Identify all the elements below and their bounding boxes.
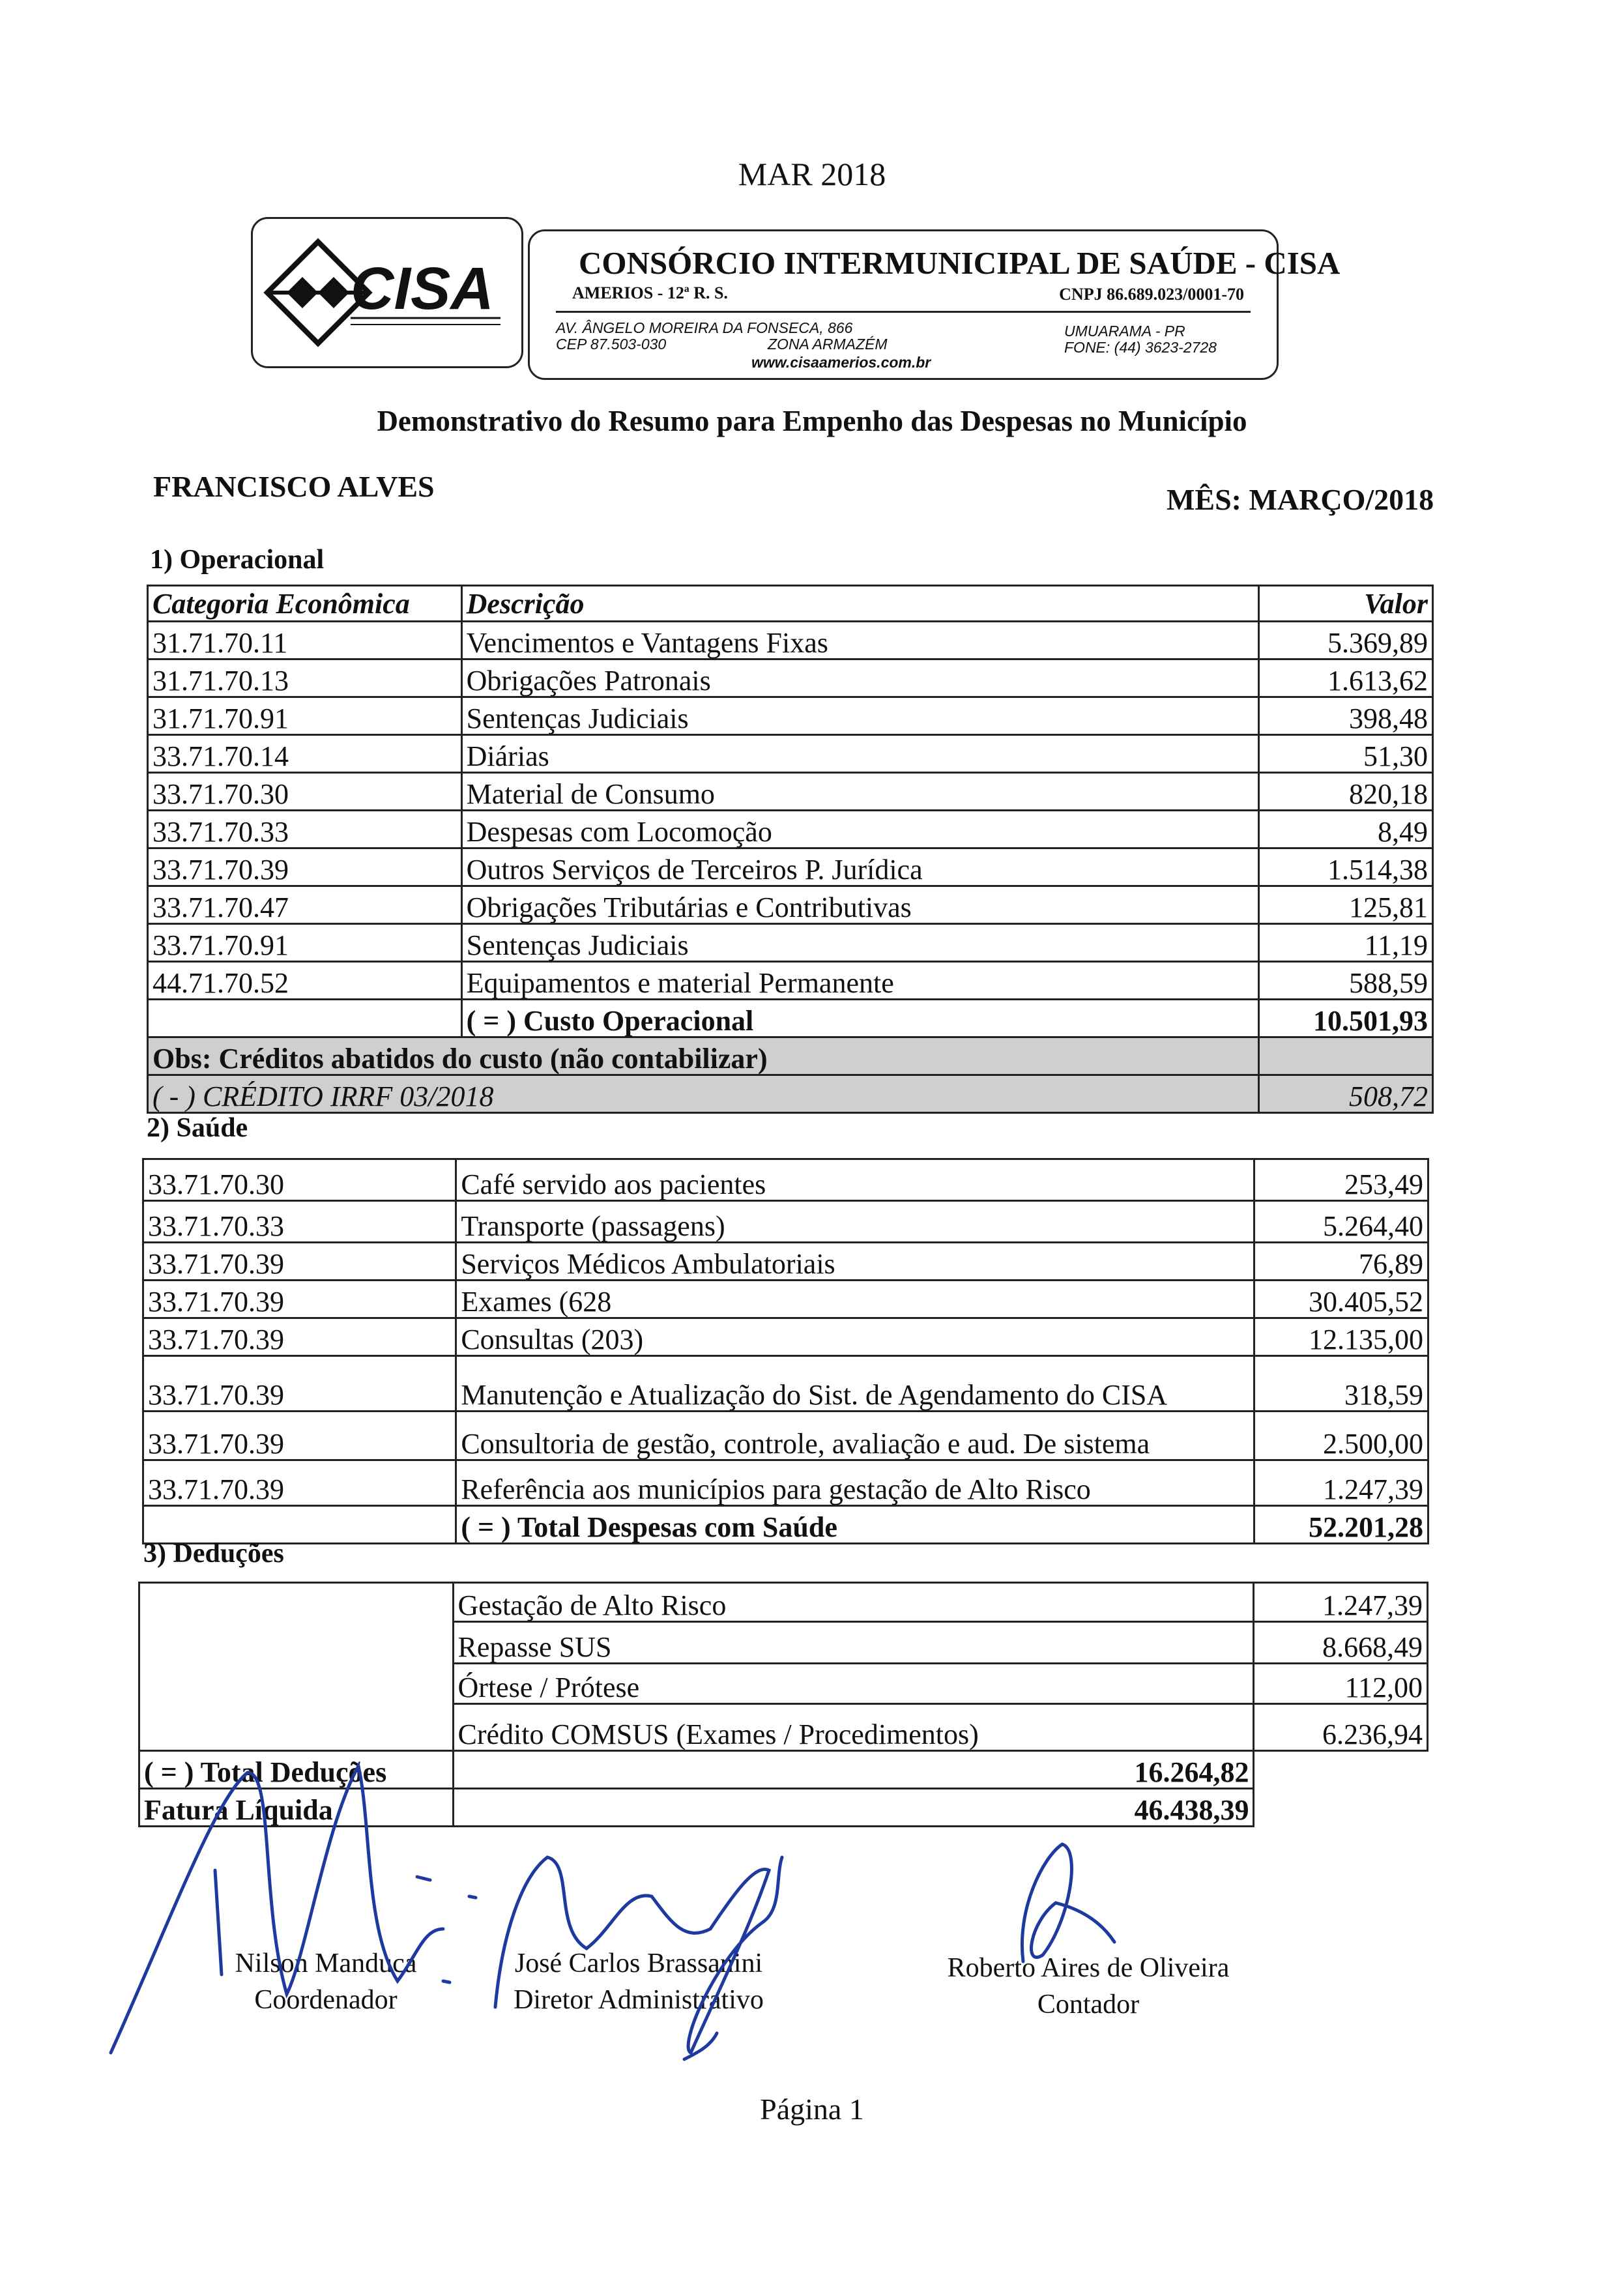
cisa-logo-text: CISA <box>351 255 494 322</box>
expense-description: Equipamentos e material Permanente <box>461 962 1259 1000</box>
deductions-total-row <box>139 1751 1428 1789</box>
health-table <box>142 1158 1429 1544</box>
table-row <box>148 773 1433 811</box>
table-row <box>143 1201 1428 1243</box>
category-code: 33.71.70.47 <box>148 886 462 924</box>
signer-role: Diretor Administrativo <box>514 1985 764 2015</box>
health-total-label: ( = ) Total Despesas com Saúde <box>456 1506 1254 1544</box>
table-row <box>148 848 1433 886</box>
category-code: 33.71.70.39 <box>143 1281 456 1318</box>
month-label: MÊS: MARÇO/2018 <box>1167 483 1434 516</box>
website-url: www.cisaamerios.com.br <box>751 354 931 371</box>
column-header-value: Valor <box>1259 586 1433 622</box>
document-title: Demonstrativo do Resumo para Empenho das Despesas no Município <box>377 405 1247 437</box>
page-number: Página 1 <box>760 2093 864 2126</box>
expense-value: 820,18 <box>1259 773 1433 811</box>
address-line: AV. ÂNGELO MOREIRA DA FONSECA, 866 <box>556 319 853 336</box>
category-code: 33.71.70.39 <box>143 1412 456 1460</box>
cisa-logo-mark <box>253 219 521 366</box>
table-row <box>148 622 1433 659</box>
signer-name: José Carlos Brassanini <box>514 1948 763 1978</box>
table-row <box>148 697 1433 735</box>
column-header-description: Descrição <box>461 586 1259 622</box>
expense-description: Consultoria de gestão, controle, avaliação e aud. De sistema <box>456 1412 1254 1460</box>
category-code: 33.71.70.39 <box>143 1243 456 1281</box>
section-saude-title: 2) Saúde <box>147 1113 248 1143</box>
table-row <box>143 1281 1428 1318</box>
credit-row <box>148 1075 1433 1113</box>
zone-name: ZONA ARMAZÉM <box>768 336 888 353</box>
expense-value: 125,81 <box>1259 886 1433 924</box>
expense-value: 11,19 <box>1259 924 1433 962</box>
table-row <box>143 1356 1428 1412</box>
municipality-name: FRANCISCO ALVES <box>153 470 435 503</box>
expense-value: 12.135,00 <box>1254 1318 1428 1356</box>
category-code: 33.71.70.39 <box>148 848 462 886</box>
expense-value: 112,00 <box>1254 1664 1428 1704</box>
table-row <box>143 1243 1428 1281</box>
category-code: 31.71.70.91 <box>148 697 462 735</box>
section-operacional-title: 1) Operacional <box>150 545 325 575</box>
expense-description: Café servido aos pacientes <box>456 1159 1254 1201</box>
expense-description: Outros Serviços de Terceiros P. Jurídica <box>461 848 1259 886</box>
net-invoice-label: Fatura Líquida <box>139 1789 454 1827</box>
deductions-total-label: ( = ) Total Deduções <box>139 1751 454 1789</box>
deductions-total-value: 16.264,82 <box>453 1751 1254 1789</box>
expense-value: 1.613,62 <box>1259 659 1433 697</box>
column-header-category: Categoria Econômica <box>148 586 462 622</box>
table-row <box>143 1412 1428 1460</box>
signer-role: Coordenador <box>254 1985 398 2015</box>
section-deducoes-title: 3) Deduções <box>143 1539 284 1569</box>
city-state: UMUARAMA - PR <box>1064 323 1185 340</box>
postal-code: CEP 87.503-030 <box>556 336 667 353</box>
total-label: ( = ) Custo Operacional <box>461 1000 1259 1037</box>
category-code: 33.71.70.39 <box>143 1460 456 1506</box>
category-code: 33.71.70.39 <box>143 1356 456 1412</box>
expense-value: 51,30 <box>1259 735 1433 773</box>
table-row <box>148 962 1433 1000</box>
expense-description: Sentenças Judiciais <box>461 697 1259 735</box>
expense-description: Material de Consumo <box>461 773 1259 811</box>
header-divider <box>556 311 1251 313</box>
category-code: 33.71.70.14 <box>148 735 462 773</box>
table-row <box>148 886 1433 924</box>
phone-number: FONE: (44) 3623-2728 <box>1064 339 1217 356</box>
expense-description: Sentenças Judiciais <box>461 924 1259 962</box>
expense-description: Serviços Médicos Ambulatoriais <box>456 1243 1254 1281</box>
expense-description: Referência aos municípios para gestação de Alto Risco <box>456 1460 1254 1506</box>
deductions-blank-column <box>139 1583 454 1751</box>
health-total-row <box>143 1506 1428 1544</box>
organization-header <box>528 229 1341 380</box>
credit-label: ( - ) CRÉDITO IRRF 03/2018 <box>148 1075 1259 1113</box>
category-code: 31.71.70.13 <box>148 659 462 697</box>
expense-description: Obrigações Tributárias e Contributivas <box>461 886 1259 924</box>
expense-value: 30.405,52 <box>1254 1281 1428 1318</box>
credit-value: 508,72 <box>1259 1075 1433 1113</box>
table-row <box>148 735 1433 773</box>
net-invoice-row <box>139 1789 1428 1827</box>
operational-total-row <box>148 1000 1433 1037</box>
obs-row <box>148 1037 1433 1075</box>
expense-description: Consultas (203) <box>456 1318 1254 1356</box>
organization-region: AMERIOS - 12ª R. S. <box>572 283 728 302</box>
table-header-row <box>148 586 1433 622</box>
expense-value: 588,59 <box>1259 962 1433 1000</box>
organization-name: CONSÓRCIO INTERMUNICIPAL DE SAÚDE - CISA <box>579 245 1341 281</box>
category-code: 44.71.70.52 <box>148 962 462 1000</box>
category-code: 33.71.70.30 <box>148 773 462 811</box>
operational-table <box>147 585 1434 1114</box>
table-row <box>148 924 1433 962</box>
expense-value: 1.247,39 <box>1254 1460 1428 1506</box>
expense-value: 5.264,40 <box>1254 1201 1428 1243</box>
expense-description: Exames (628 <box>456 1281 1254 1318</box>
table-row <box>148 659 1433 697</box>
category-code: 33.71.70.33 <box>143 1201 456 1243</box>
signer-name: Roberto Aires de Oliveira <box>947 1953 1230 1983</box>
net-invoice-value: 46.438,39 <box>453 1789 1254 1827</box>
table-row <box>143 1460 1428 1506</box>
expense-description: Diárias <box>461 735 1259 773</box>
category-code: 33.71.70.30 <box>143 1159 456 1201</box>
expense-value: 1.247,39 <box>1254 1583 1428 1622</box>
signer-name: Nilson Manduca <box>235 1948 417 1978</box>
expense-value: 2.500,00 <box>1254 1412 1428 1460</box>
expense-description: Despesas com Locomoção <box>461 811 1259 848</box>
health-total-value: 52.201,28 <box>1254 1506 1428 1544</box>
signer-role: Contador <box>1037 1990 1140 2020</box>
category-code: 31.71.70.11 <box>148 622 462 659</box>
expense-value: 398,48 <box>1259 697 1433 735</box>
expense-description: Repasse SUS <box>453 1622 1254 1664</box>
expense-value: 6.236,94 <box>1254 1704 1428 1751</box>
signature-block-coordinator <box>189 1945 463 2018</box>
expense-value: 5.369,89 <box>1259 622 1433 659</box>
expense-value: 253,49 <box>1254 1159 1428 1201</box>
total-value: 10.501,93 <box>1259 1000 1433 1037</box>
organization-cnpj: CNPJ 86.689.023/0001-70 <box>1059 285 1244 304</box>
expense-description: Crédito COMSUS (Exames / Procedimentos) <box>453 1704 1254 1751</box>
expense-description: Obrigações Patronais <box>461 659 1259 697</box>
expense-value: 1.514,38 <box>1259 848 1433 886</box>
category-code: 33.71.70.33 <box>148 811 462 848</box>
cisa-logo <box>251 217 523 368</box>
deductions-table <box>138 1582 1428 1827</box>
table-row <box>143 1159 1428 1201</box>
table-row <box>139 1583 1428 1622</box>
expense-value: 8,49 <box>1259 811 1433 848</box>
expense-value: 76,89 <box>1254 1243 1428 1281</box>
expense-value: 8.668,49 <box>1254 1622 1428 1664</box>
obs-label: Obs: Créditos abatidos do custo (não contabilizar) <box>148 1037 1259 1075</box>
expense-description: Vencimentos e Vantagens Fixas <box>461 622 1259 659</box>
table-row <box>143 1318 1428 1356</box>
expense-description: Gestação de Alto Risco <box>453 1583 1254 1622</box>
document-date: MAR 2018 <box>738 156 886 192</box>
table-row <box>148 811 1433 848</box>
category-code: 33.71.70.39 <box>143 1318 456 1356</box>
expense-description: Manutenção e Atualização do Sist. de Agendamento do CISA <box>456 1356 1254 1412</box>
category-code: 33.71.70.91 <box>148 924 462 962</box>
expense-description: Transporte (passagens) <box>456 1201 1254 1243</box>
signature-block-accountant <box>912 1950 1264 2023</box>
signature-block-director <box>469 1945 808 2018</box>
expense-value: 318,59 <box>1254 1356 1428 1412</box>
expense-description: Órtese / Prótese <box>453 1664 1254 1704</box>
